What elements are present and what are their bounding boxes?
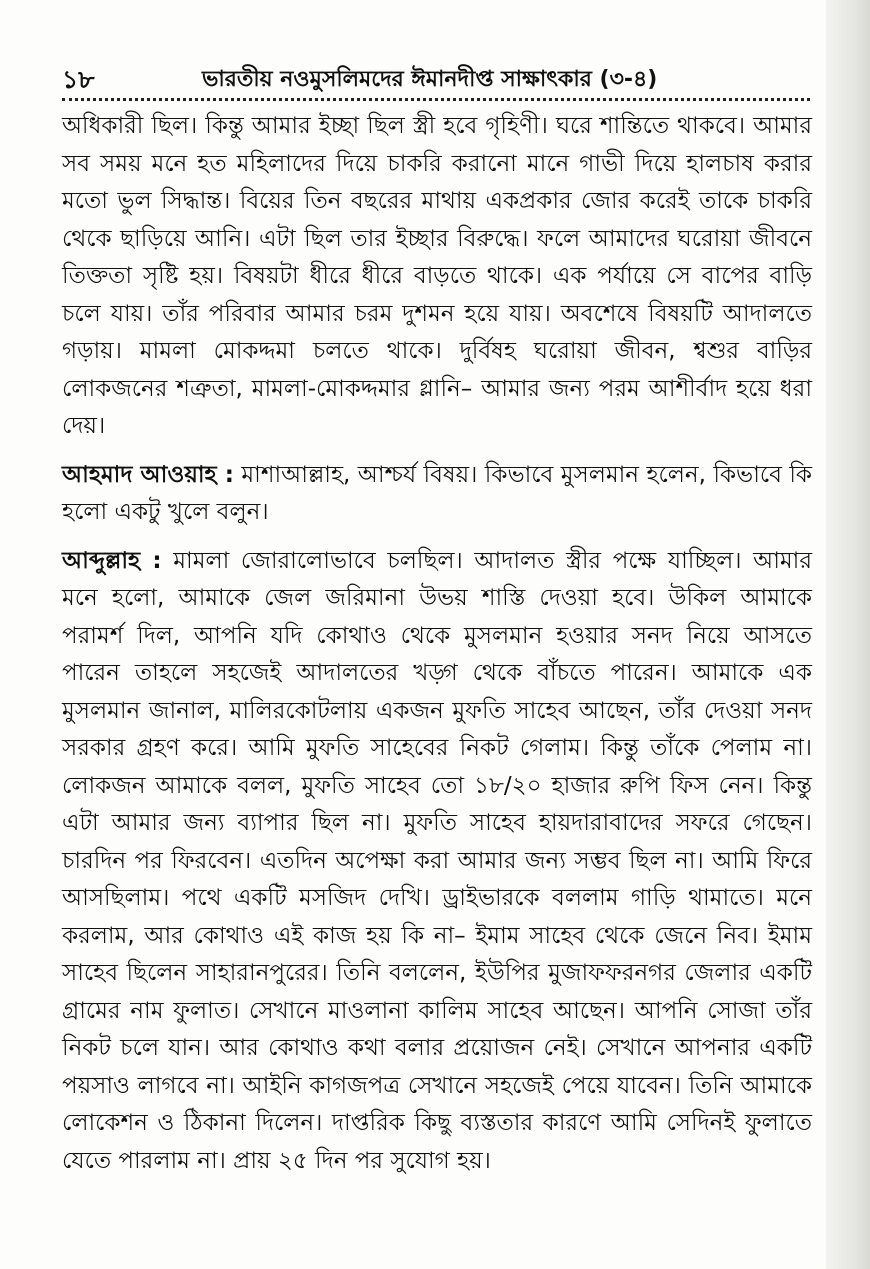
header-dotted-rule xyxy=(62,98,810,101)
speaker-ahmad-awwah: আহমাদ আওয়াহ : xyxy=(62,461,234,488)
paragraph-2-text: মাশাআল্লাহ, আশ্চর্য বিষয়। কিভাবে মুসলমান হলেন, কিভাবে কি হলো একটু খুলে বলুন। xyxy=(62,461,813,525)
paragraph-1 xyxy=(62,108,812,446)
running-title: ভারতীয় নওমুসলিমদের ঈমানদীপ্ত সাক্ষাৎকার (৩-৪) xyxy=(202,67,658,92)
paragraph-1-text: অধিকারী ছিল। কিন্তু আমার ইচ্ছা ছিল স্ত্রী হবে গৃহিণী। ঘরে শান্তিতে থাকবে। আমার সব সময় মনে হত মহিলাদের দিয়ে চাকরি করানো মানে গাভী দিয়ে হালচাষ করার মতো ভুল সিদ্ধান্ত। বিয়ের তিন বছরের মাথায় একপ্রকার জোর করেই তাকে চাকরি থেকে ছাড়িয়ে আনি। এটা ছিল তার ইচ্ছার বিরুদ্ধে। ফলে আমাদের ঘরোয়া জীবনে তিক্ততা সৃষ্টি হয়। বিষয়টা ধীরে ধীরে বাড়তে থাকে। এক পর্যায়ে সে বাপের বাড়ি চলে যায়। তাঁর পরিবার আমার চরম দুশমন হয়ে যায়। অবশেষে বিষয়টি আদালতে গড়ায়। মামলা মোকদ্দমা চলতে থাকে। দুর্বিষহ ঘরোয়া জীবন, শ্বশুর বাড়ির লোকজনের শত্রুতা, মামলা-মোকদ্দমার গ্লানি– আমার জন্য পরম আশীর্বাদ হয়ে ধরা দেয়। xyxy=(62,113,812,439)
paragraph-2 xyxy=(62,457,812,532)
body-text xyxy=(62,108,812,1191)
page-header xyxy=(62,58,810,98)
paragraph-3-text: মামলা জোরালোভাবে চলছিল। আদালত স্ত্রীর পক্ষে যাচ্ছিল। আমার মনে হলো, আমাকে জেল জরিমানা উভয় শাস্তি দেওয়া হবে। উকিল আমাকে পরামর্শ দিল, আপনি যদি কোথাও থেকে মুসলমান হওয়ার সনদ নিয়ে আসতে পারেন তাহলে সহজেই আদালতের খড়্গ থেকে বাঁচতে পারেন। আমাকে এক মুসলমান জানাল, মালিরকোটলায় একজন মুফতি সাহেব আছেন, তাঁর দেওয়া সনদ সরকার গ্রহণ করে। আমি মুফতি সাহেবের নিকট গেলাম। কিন্তু তাঁকে পেলাম না। লোকজন আমাকে বলল, মুফতি সাহেব তো ১৮/২০ হাজার রুপি ফিস নেন। কিন্তু এটা আমার জন্য ব্যাপার ছিল না। মুফতি সাহেব হায়দারাবাদের সফরে গেছেন। চারদিন পর ফিরবেন। এতদিন অপেক্ষা করা আমার জন্য সম্ভব ছিল না। আমি ফিরে আসছিলাম। পথে একটি মসজিদ দেখি। ড্রাইভারকে বললাম গাড়ি থামাতে। মনে করলাম, আর কোথাও এই কাজ হয় কি না– ইমাম সাহেব থেকে জেনে নিব। ইমাম সাহেব ছিলেন সাহারানপুরের। তিনি বললেন, ইউপির মুজাফফরনগর জেলার একটি গ্রামের নাম ফুলাত। সেখানে মাওলানা কালিম সাহেব আছেন। আপনি সোজা তাঁর নিকট চলে যান। আর কোথাও কথা বলার প্রয়োজন নেই। সেখানে আপনার একটি পয়সাও লাগবে না। আইনি কাগজপত্র সেখানে সহজেই পেয়ে যাবেন। তিনি আমাকে লোকেশন ও ঠিকানা দিলেন। দাপ্তরিক কিছু ব্যস্ততার কারণে আমি সেদিনই ফুলাতে যেতে পারলাম না। প্রায় ২৫ দিন পর সুযোগ হয়। xyxy=(62,547,813,1174)
page-edge-shadow xyxy=(826,0,870,1269)
page-number: ১৮ xyxy=(62,65,95,94)
paragraph-3 xyxy=(62,543,812,1181)
speaker-abdullah: আব্দুল্লাহ : xyxy=(62,547,162,574)
